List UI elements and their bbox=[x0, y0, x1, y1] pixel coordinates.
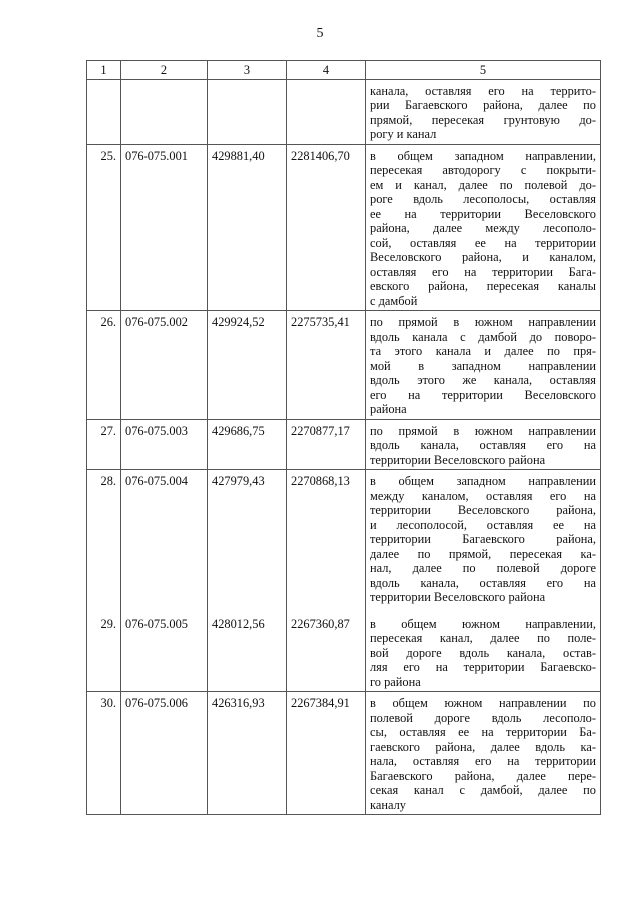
description-line: каналу bbox=[370, 797, 406, 812]
cell-num: 25. bbox=[87, 144, 121, 311]
description-line: в общем южном направлении, bbox=[370, 616, 596, 631]
column-header: 4 bbox=[287, 61, 366, 80]
cell-y: 2275735,41 bbox=[287, 311, 366, 420]
cell-y bbox=[287, 79, 366, 144]
description-line: нал, далее по полевой дороге bbox=[370, 561, 596, 575]
description-line: его на территории Веселовского bbox=[370, 387, 596, 402]
cell-num: 26. bbox=[87, 311, 121, 420]
table-header-row bbox=[87, 61, 601, 80]
cell-description bbox=[366, 470, 601, 607]
description-line: мой в западном направлении bbox=[370, 358, 596, 373]
description-line: территории Веселовского района bbox=[370, 590, 546, 604]
table-row-continuation bbox=[87, 79, 601, 144]
description-line: и лесополосой, оставляя ее на bbox=[370, 517, 596, 532]
cell-y: 2270868,13 bbox=[287, 470, 366, 607]
cell-x: 429924,52 bbox=[208, 311, 287, 420]
cell-x bbox=[208, 79, 287, 144]
description-line: района, далее между лесополо- bbox=[370, 221, 596, 235]
cell-x: 426316,93 bbox=[208, 692, 287, 815]
description-line: территории Веселовского района, bbox=[370, 503, 596, 517]
description-line: по прямой в южном направлении bbox=[370, 315, 596, 329]
column-header: 3 bbox=[208, 61, 287, 80]
description-line: далее по прямой, пересекая ка- bbox=[370, 546, 596, 561]
description-line: Багаевского района, далее пере- bbox=[370, 768, 596, 783]
description-line: рии Багаевского района, далее по bbox=[370, 98, 596, 112]
cell-code: 076-075.001 bbox=[121, 144, 208, 311]
description-line: оставляя его на территории Бага- bbox=[370, 264, 596, 279]
description-line: канала, оставляя его на террито- bbox=[370, 83, 596, 98]
cell-y: 2281406,70 bbox=[287, 144, 366, 311]
description-line: Веселовского района, и каналом, bbox=[370, 250, 596, 264]
cell-x: 427979,43 bbox=[208, 470, 287, 607]
cell-description bbox=[366, 79, 601, 144]
cell-y: 2267384,91 bbox=[287, 692, 366, 815]
table-row bbox=[87, 470, 601, 607]
description-line: та этого канала и далее по пря- bbox=[370, 344, 596, 358]
description-line: ем и канал, далее по полевой до- bbox=[370, 177, 596, 192]
cell-description bbox=[366, 692, 601, 815]
cell-x: 429881,40 bbox=[208, 144, 287, 311]
description-line: евского района, пересекая каналы bbox=[370, 279, 596, 293]
cell-x: 428012,56 bbox=[208, 607, 287, 692]
description-line: вдоль этого же канала, оставляя bbox=[370, 373, 596, 387]
description-line: го района bbox=[370, 674, 421, 689]
description-line: территории Веселовского района bbox=[370, 452, 546, 467]
column-header: 1 bbox=[87, 61, 121, 80]
cell-x: 429686,75 bbox=[208, 419, 287, 470]
cell-y: 2267360,87 bbox=[287, 607, 366, 692]
description-line: гаевского района, далее вдоль ка- bbox=[370, 739, 596, 754]
description-line: в общем западном направлении bbox=[370, 474, 596, 488]
description-line: между каналом, оставляя его на bbox=[370, 488, 596, 503]
cell-num: 30. bbox=[87, 692, 121, 815]
column-header: 2 bbox=[121, 61, 208, 80]
description-line: вдоль канала с дамбой до поворо- bbox=[370, 329, 596, 344]
cell-code: 076-075.006 bbox=[121, 692, 208, 815]
cell-description bbox=[366, 311, 601, 420]
description-line: сы, оставляя ее на территории Ба- bbox=[370, 725, 596, 739]
description-line: вдоль канала, оставляя его на bbox=[370, 438, 596, 452]
cell-code: 076-075.002 bbox=[121, 311, 208, 420]
description-line: вой дороге вдоль канала, остав- bbox=[370, 645, 596, 660]
description-line: ляя его на территории Багаевско- bbox=[370, 660, 596, 674]
description-line: пересекая автодорогу с покрыти- bbox=[370, 163, 596, 177]
cell-description bbox=[366, 144, 601, 311]
table-row bbox=[87, 692, 601, 815]
description-line: в общем южном направлении по bbox=[370, 696, 596, 710]
description-line: с дамбой bbox=[370, 293, 418, 308]
description-line: по прямой в южном направлении bbox=[370, 423, 596, 438]
table-row bbox=[87, 607, 601, 692]
description-line: сой, оставляя ее на территории bbox=[370, 235, 596, 250]
description-line: ее на территории Веселовского bbox=[370, 206, 596, 221]
page-number: 5 bbox=[316, 26, 324, 41]
cell-num bbox=[87, 79, 121, 144]
description-line: полевой дороге вдоль лесополо- bbox=[370, 710, 596, 725]
cell-description bbox=[366, 419, 601, 470]
description-line: роге вдоль лесополосы, оставляя bbox=[370, 192, 596, 206]
cell-num: 29. bbox=[87, 607, 121, 692]
cell-code: 076-075.003 bbox=[121, 419, 208, 470]
cell-code bbox=[121, 79, 208, 144]
boundary-description-table bbox=[86, 60, 601, 815]
description-line: рогу и канал bbox=[370, 127, 437, 141]
description-line: в общем западном направлении, bbox=[370, 148, 596, 163]
table-row bbox=[87, 419, 601, 470]
description-line: района bbox=[370, 402, 407, 416]
description-line: прямой, пересекая грунтовую до- bbox=[370, 112, 596, 127]
table-row bbox=[87, 144, 601, 311]
description-line: секая канал с дамбой, далее по bbox=[370, 783, 596, 797]
cell-code: 076-075.004 bbox=[121, 470, 208, 607]
cell-description bbox=[366, 607, 601, 692]
column-header: 5 bbox=[366, 61, 601, 80]
cell-code: 076-075.005 bbox=[121, 607, 208, 692]
description-line: пересекая канал, далее по поле- bbox=[370, 631, 596, 645]
description-line: вдоль канала, оставляя его на bbox=[370, 575, 596, 590]
description-line: территории Багаевского района, bbox=[370, 532, 596, 546]
cell-num: 27. bbox=[87, 419, 121, 470]
description-line: нала, оставляя его на территории bbox=[370, 754, 596, 768]
table-row bbox=[87, 311, 601, 420]
cell-y: 2270877,17 bbox=[287, 419, 366, 470]
cell-num: 28. bbox=[87, 470, 121, 607]
